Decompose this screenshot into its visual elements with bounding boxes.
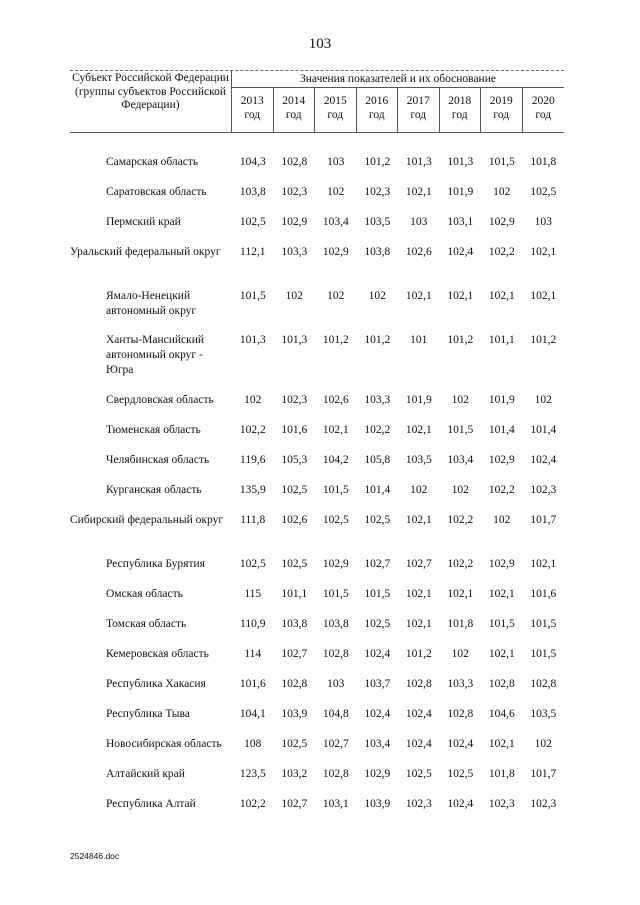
value-cell: 101,2 bbox=[364, 156, 391, 168]
value-cell: 102,1 bbox=[488, 588, 515, 600]
value-cell: 101,7 bbox=[530, 768, 557, 780]
year-header-2014: 2014 год bbox=[274, 88, 316, 132]
value-cell: 101,5 bbox=[488, 156, 515, 168]
value-cell: 102,1 bbox=[405, 588, 432, 600]
value-cell: 103,3 bbox=[281, 246, 308, 258]
value-cell: 102,1 bbox=[530, 290, 557, 302]
value-cell: 101,4 bbox=[530, 424, 557, 436]
value-cell: 102,1 bbox=[530, 558, 557, 570]
value-cell: 102,8 bbox=[322, 648, 349, 660]
region-name: Омская область bbox=[106, 588, 183, 600]
value-cell: 104,8 bbox=[322, 708, 349, 720]
value-cell: 102,9 bbox=[488, 454, 515, 466]
value-cell: 102,8 bbox=[281, 156, 308, 168]
value-cell: 101,4 bbox=[364, 484, 391, 496]
value-cell: 101,9 bbox=[447, 186, 474, 198]
value-cell: 103 bbox=[327, 678, 345, 690]
value-cell: 102 bbox=[368, 290, 386, 302]
value-cell: 119,6 bbox=[240, 454, 266, 466]
value-cell: 103,8 bbox=[364, 246, 391, 258]
value-cell: 102,8 bbox=[281, 678, 308, 690]
row-values bbox=[232, 453, 564, 468]
value-cell: 102,3 bbox=[281, 186, 308, 198]
row-values bbox=[232, 215, 564, 230]
row-values bbox=[232, 677, 564, 692]
value-cell: 102,8 bbox=[322, 768, 349, 780]
value-cell: 101,5 bbox=[322, 484, 349, 496]
value-cell: 102 bbox=[451, 394, 469, 406]
value-cell: 102,1 bbox=[488, 290, 515, 302]
value-cell: 103,9 bbox=[364, 798, 391, 810]
value-cell: 102,7 bbox=[281, 648, 308, 660]
year-header-2015: 2015 год bbox=[315, 88, 357, 132]
region-name: Самарская область bbox=[106, 156, 199, 168]
value-cell: 102,9 bbox=[281, 216, 308, 228]
value-cell: 102,7 bbox=[364, 558, 391, 570]
value-cell: 102,4 bbox=[405, 738, 432, 750]
value-cell: 102,1 bbox=[405, 290, 432, 302]
value-cell: 102,2 bbox=[239, 798, 266, 810]
value-cell: 103,8 bbox=[322, 618, 349, 630]
value-cell: 102 bbox=[534, 394, 552, 406]
row-values bbox=[232, 647, 564, 662]
value-cell: 101,1 bbox=[281, 588, 308, 600]
value-cell: 102,5 bbox=[530, 186, 557, 198]
value-cell: 102,5 bbox=[239, 216, 266, 228]
value-cell: 103,5 bbox=[364, 216, 391, 228]
year-header-2019: 2019 год bbox=[481, 88, 523, 132]
value-cell: 102,4 bbox=[364, 648, 391, 660]
value-cell: 102,3 bbox=[530, 798, 557, 810]
value-cell: 101,3 bbox=[405, 156, 432, 168]
value-cell: 102,5 bbox=[405, 768, 432, 780]
value-cell: 103,4 bbox=[364, 738, 391, 750]
value-cell: 102,1 bbox=[405, 424, 432, 436]
value-cell: 103,4 bbox=[322, 216, 349, 228]
value-cell: 103,5 bbox=[405, 454, 432, 466]
row-values bbox=[232, 707, 564, 722]
region-name: Тюменская область bbox=[106, 424, 201, 436]
value-cell: 102,1 bbox=[405, 618, 432, 630]
value-cell: 101,6 bbox=[281, 424, 308, 436]
value-cell: 102,5 bbox=[239, 558, 266, 570]
value-cell: 102,9 bbox=[322, 558, 349, 570]
value-cell: 102,2 bbox=[488, 484, 515, 496]
value-cell: 101,6 bbox=[239, 678, 266, 690]
year-header-2013: 2013 год bbox=[232, 88, 274, 132]
value-cell: 101,4 bbox=[488, 424, 515, 436]
value-cell: 101,3 bbox=[239, 334, 266, 346]
value-cell: 101,5 bbox=[530, 618, 557, 630]
row-values bbox=[232, 423, 564, 438]
value-cell: 102 bbox=[451, 648, 469, 660]
value-cell: 102 bbox=[410, 484, 428, 496]
value-cell: 102,5 bbox=[281, 738, 308, 750]
value-cell: 102,1 bbox=[447, 588, 474, 600]
value-cell: 101,8 bbox=[488, 768, 515, 780]
value-cell: 101,8 bbox=[447, 618, 474, 630]
value-cell: 103,5 bbox=[530, 708, 557, 720]
row-values bbox=[232, 797, 564, 812]
value-cell: 102,8 bbox=[447, 708, 474, 720]
value-cell: 101,1 bbox=[488, 334, 515, 346]
table-header bbox=[70, 70, 564, 133]
value-cell: 102 bbox=[285, 290, 303, 302]
value-cell: 102,7 bbox=[322, 738, 349, 750]
value-cell: 102,8 bbox=[405, 678, 432, 690]
value-cell: 101,5 bbox=[447, 424, 474, 436]
value-cell: 103,4 bbox=[447, 454, 474, 466]
value-cell: 102 bbox=[493, 186, 511, 198]
value-cell: 114 bbox=[244, 648, 262, 660]
region-name: Республика Бурятия bbox=[106, 558, 205, 570]
value-cell: 102,1 bbox=[405, 186, 432, 198]
value-cell: 104,2 bbox=[322, 454, 349, 466]
value-cell: 102,9 bbox=[322, 246, 349, 258]
value-cell: 102 bbox=[244, 394, 262, 406]
region-name: Челябинская область bbox=[106, 454, 210, 466]
value-cell: 102,2 bbox=[364, 424, 391, 436]
value-cell: 102,2 bbox=[447, 514, 474, 526]
row-values bbox=[232, 617, 564, 632]
value-cell: 102,7 bbox=[405, 558, 432, 570]
year-header-2020: 2020 год bbox=[531, 95, 555, 121]
value-cell: 102,1 bbox=[488, 648, 515, 660]
value-cell: 102,5 bbox=[281, 558, 308, 570]
value-cell: 103,8 bbox=[239, 186, 266, 198]
region-name: Ханты-Мансийский автономный округ - Югра bbox=[106, 334, 205, 376]
value-cell: 103 bbox=[534, 216, 552, 228]
region-name: Республика Алтай bbox=[106, 798, 196, 810]
value-cell: 101,2 bbox=[322, 334, 349, 346]
value-cell: 102,4 bbox=[405, 708, 432, 720]
value-cell: 105,3 bbox=[281, 454, 308, 466]
value-cell: 103,1 bbox=[447, 216, 474, 228]
row-values bbox=[232, 393, 564, 408]
year-header-2016: 2016 год bbox=[357, 88, 399, 132]
value-cell: 135,9 bbox=[239, 484, 266, 496]
value-cell: 102,3 bbox=[364, 186, 391, 198]
row-values bbox=[232, 737, 564, 752]
value-cell: 102,5 bbox=[364, 514, 391, 526]
value-cell: 102,2 bbox=[447, 558, 474, 570]
region-name: Сибирский федеральный округ bbox=[70, 514, 224, 526]
value-cell: 102,4 bbox=[447, 246, 474, 258]
value-cell: 103,3 bbox=[447, 678, 474, 690]
row-values bbox=[232, 513, 564, 528]
value-cell: 105,8 bbox=[364, 454, 391, 466]
row-values bbox=[232, 483, 564, 498]
value-cell: 101,3 bbox=[447, 156, 474, 168]
value-cell: 102,3 bbox=[281, 394, 308, 406]
value-cell: 101,3 bbox=[281, 334, 308, 346]
region-name: Свердловская область bbox=[106, 394, 214, 406]
region-name: Алтайский край bbox=[106, 768, 185, 780]
value-cell: 101,9 bbox=[488, 394, 515, 406]
region-name: Республика Хакасия bbox=[106, 678, 206, 690]
value-cell: 102,2 bbox=[239, 424, 266, 436]
value-cell: 101,9 bbox=[405, 394, 432, 406]
region-name: Кемеровская область bbox=[106, 648, 209, 660]
value-cell: 104,6 bbox=[488, 708, 515, 720]
value-cell: 102,1 bbox=[405, 514, 432, 526]
value-cell: 104,1 bbox=[239, 708, 266, 720]
value-cell: 102,1 bbox=[447, 290, 474, 302]
value-cell: 101,7 bbox=[530, 514, 557, 526]
value-cell: 102,4 bbox=[447, 738, 474, 750]
value-cell: 104,3 bbox=[239, 156, 266, 168]
value-cell: 123,5 bbox=[239, 768, 266, 780]
row-values bbox=[232, 155, 564, 170]
subject-column-header: Субъект Российской Федерации (группы субъектов Российской Федерации) bbox=[70, 71, 232, 132]
value-cell: 103,1 bbox=[322, 798, 349, 810]
value-cell: 101 bbox=[410, 334, 428, 346]
value-cell: 103,3 bbox=[364, 394, 391, 406]
row-values bbox=[232, 289, 564, 304]
row-values bbox=[232, 587, 564, 602]
value-cell: 103 bbox=[410, 216, 428, 228]
value-cell: 101,2 bbox=[447, 334, 474, 346]
value-cell: 102 bbox=[451, 484, 469, 496]
value-cell: 102,7 bbox=[281, 798, 308, 810]
page-number: 103 bbox=[308, 36, 332, 52]
value-cell: 102,6 bbox=[322, 394, 349, 406]
values-column-group bbox=[232, 71, 564, 132]
value-cell: 101,8 bbox=[530, 156, 557, 168]
value-cell: 102 bbox=[534, 738, 552, 750]
value-cell: 101,5 bbox=[322, 588, 349, 600]
value-cell: 102,1 bbox=[322, 424, 349, 436]
region-name: Томская область bbox=[106, 618, 187, 630]
value-cell: 103 bbox=[327, 156, 345, 168]
value-cell: 102,9 bbox=[488, 216, 515, 228]
value-cell: 102 bbox=[327, 186, 345, 198]
indicator-table bbox=[70, 70, 564, 810]
value-cell: 101,2 bbox=[364, 334, 391, 346]
value-cell: 101,5 bbox=[488, 618, 515, 630]
value-cell: 102,5 bbox=[447, 768, 474, 780]
value-cell: 112,1 bbox=[240, 246, 266, 258]
value-cell: 102,3 bbox=[530, 484, 557, 496]
value-cell: 101,2 bbox=[405, 648, 432, 660]
value-cell: 103,2 bbox=[281, 768, 308, 780]
value-cell: 102,1 bbox=[488, 738, 515, 750]
region-name: Пермский край bbox=[106, 216, 181, 228]
region-name: Курганская область bbox=[106, 484, 202, 496]
value-cell: 102,5 bbox=[281, 484, 308, 496]
value-cell: 101,5 bbox=[239, 290, 266, 302]
value-cell: 101,2 bbox=[530, 334, 557, 346]
value-cell: 102,8 bbox=[488, 678, 515, 690]
document-filename: 2524846.doc bbox=[70, 851, 120, 861]
value-cell: 108 bbox=[244, 738, 262, 750]
row-values bbox=[232, 185, 564, 200]
value-cell: 101,5 bbox=[364, 588, 391, 600]
value-cell: 101,5 bbox=[530, 648, 557, 660]
value-cell: 102,9 bbox=[488, 558, 515, 570]
row-values bbox=[232, 557, 564, 572]
value-cell: 102,5 bbox=[364, 618, 391, 630]
year-headers bbox=[232, 88, 564, 132]
value-cell: 102,4 bbox=[530, 454, 557, 466]
values-column-header: Значения показателей и их обоснование bbox=[232, 71, 564, 88]
region-name: Уральский федеральный округ bbox=[70, 246, 221, 258]
row-values bbox=[232, 245, 564, 260]
region-name: Новосибирская область bbox=[106, 738, 222, 750]
value-cell: 102,2 bbox=[488, 246, 515, 258]
region-name: Ямало-Ненецкий автономный округ bbox=[106, 290, 197, 317]
value-cell: 102,3 bbox=[488, 798, 515, 810]
value-cell: 102,4 bbox=[364, 708, 391, 720]
value-cell: 115 bbox=[244, 588, 262, 600]
value-cell: 102,3 bbox=[405, 798, 432, 810]
value-cell: 102,6 bbox=[405, 246, 432, 258]
year-header-2017: 2017 год bbox=[398, 88, 440, 132]
value-cell: 102,9 bbox=[364, 768, 391, 780]
value-cell: 103,7 bbox=[364, 678, 391, 690]
year-header-2018: 2018 год bbox=[440, 88, 482, 132]
value-cell: 102 bbox=[493, 514, 511, 526]
row-values bbox=[232, 767, 564, 782]
value-cell: 102,6 bbox=[281, 514, 308, 526]
value-cell: 102 bbox=[327, 290, 345, 302]
value-cell: 102,1 bbox=[530, 246, 557, 258]
region-name: Республика Тыва bbox=[106, 708, 190, 720]
value-cell: 110,9 bbox=[240, 618, 266, 630]
value-cell: 102,4 bbox=[447, 798, 474, 810]
row-values bbox=[232, 333, 564, 348]
value-cell: 102,5 bbox=[322, 514, 349, 526]
value-cell: 102,8 bbox=[530, 678, 557, 690]
value-cell: 103,8 bbox=[281, 618, 308, 630]
value-cell: 103,9 bbox=[281, 708, 308, 720]
region-name: Саратовская область bbox=[106, 186, 207, 198]
value-cell: 111,8 bbox=[240, 514, 266, 526]
value-cell: 101,6 bbox=[530, 588, 557, 600]
